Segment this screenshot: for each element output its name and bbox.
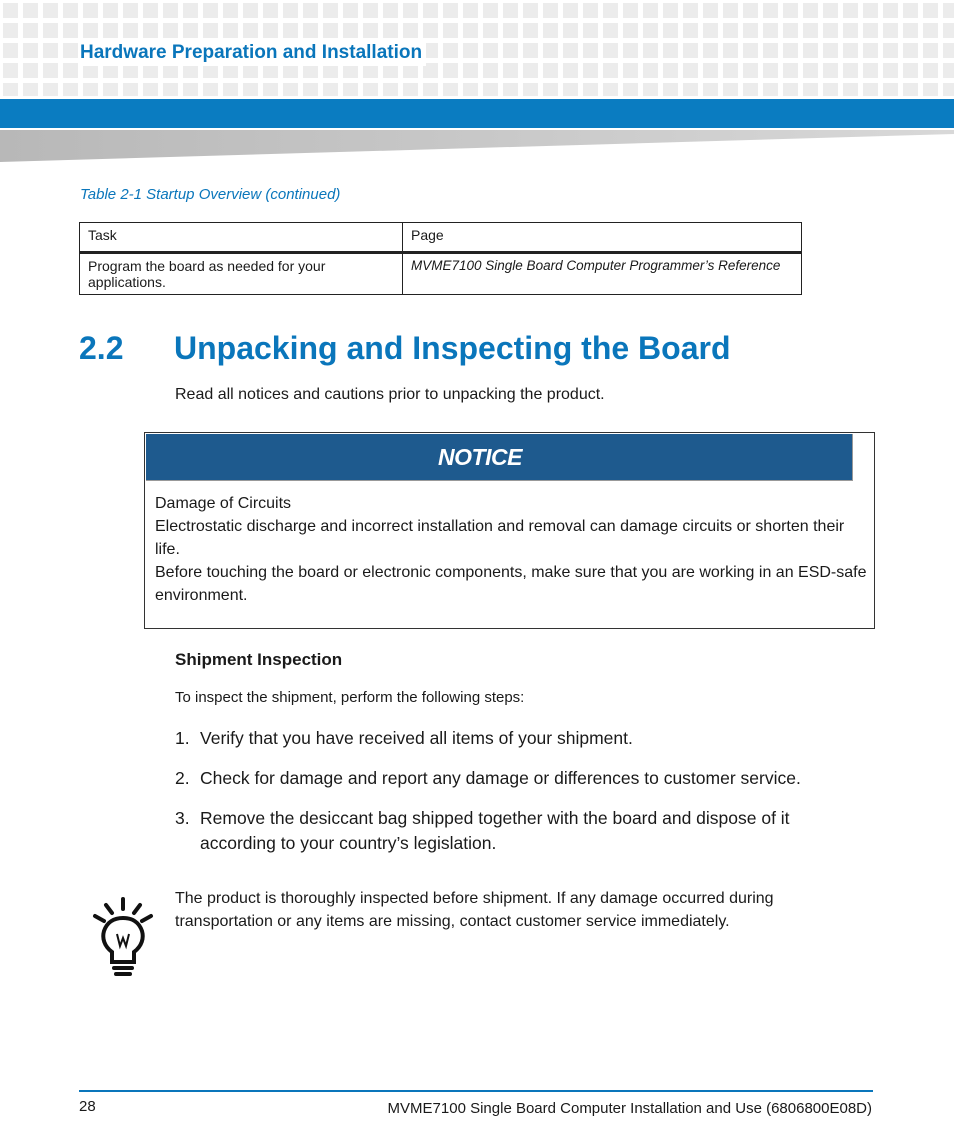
inspection-steps <box>175 726 865 871</box>
table-caption: Table 2-1 Startup Overview (continued) <box>80 186 341 203</box>
table-cell-task: Program the board as needed for your applications. <box>80 253 403 295</box>
column-header-page: Page <box>403 223 802 253</box>
step-number: 1. <box>175 728 190 748</box>
list-item <box>175 766 865 791</box>
notice-body <box>155 492 867 607</box>
startup-overview-table <box>79 222 802 295</box>
header-blue-band <box>0 99 954 128</box>
list-item <box>175 806 865 856</box>
page-number: 28 <box>79 1098 96 1115</box>
notice-line: Electrostatic discharge and incorrect installation and removal can damage circuits or shorten their life. <box>155 518 845 558</box>
notice-line: Damage of Circuits <box>155 495 292 512</box>
notice-label: NOTICE <box>438 444 522 470</box>
step-text: Check for damage and report any damage or differences to customer service. <box>200 768 801 788</box>
table-row <box>80 253 802 295</box>
footer-rule <box>79 1090 873 1092</box>
notice-banner <box>146 434 853 481</box>
header-grey-wedge <box>0 130 954 164</box>
lightbulb-icon <box>92 896 154 978</box>
step-number: 2. <box>175 768 190 788</box>
notice-box <box>144 432 875 629</box>
section-number: 2.2 <box>79 330 124 366</box>
step-text: Verify that you have received all items of your shipment. <box>200 728 633 748</box>
table-cell-page: MVME7100 Single Board Computer Programmer’s Reference <box>403 253 802 295</box>
section-title: Unpacking and Inspecting the Board <box>174 330 731 366</box>
list-item <box>175 726 865 751</box>
chapter-title: Hardware Preparation and Installation <box>78 40 426 66</box>
step-text: Remove the desiccant bag shipped together with the board and dispose of it according to your country’s legislation. <box>200 808 790 853</box>
notice-line: Before touching the board or electronic components, make sure that you are working in an ESD-safe environment. <box>155 564 867 604</box>
section-intro: Read all notices and cautions prior to unpacking the product. <box>175 386 605 403</box>
shipment-heading: Shipment Inspection <box>175 650 343 669</box>
table-header-row <box>80 223 802 253</box>
shipment-intro: To inspect the shipment, perform the following steps: <box>175 689 525 706</box>
column-header-task: Task <box>80 223 403 253</box>
tip-text: The product is thoroughly inspected before shipment. If any damage occurred during transportation or any items are missing, contact customer service immediately. <box>175 890 774 930</box>
section-heading <box>79 330 731 367</box>
footer-doc-title: MVME7100 Single Board Computer Installation and Use (6806800E08D) <box>387 1100 872 1117</box>
step-number: 3. <box>175 808 190 828</box>
